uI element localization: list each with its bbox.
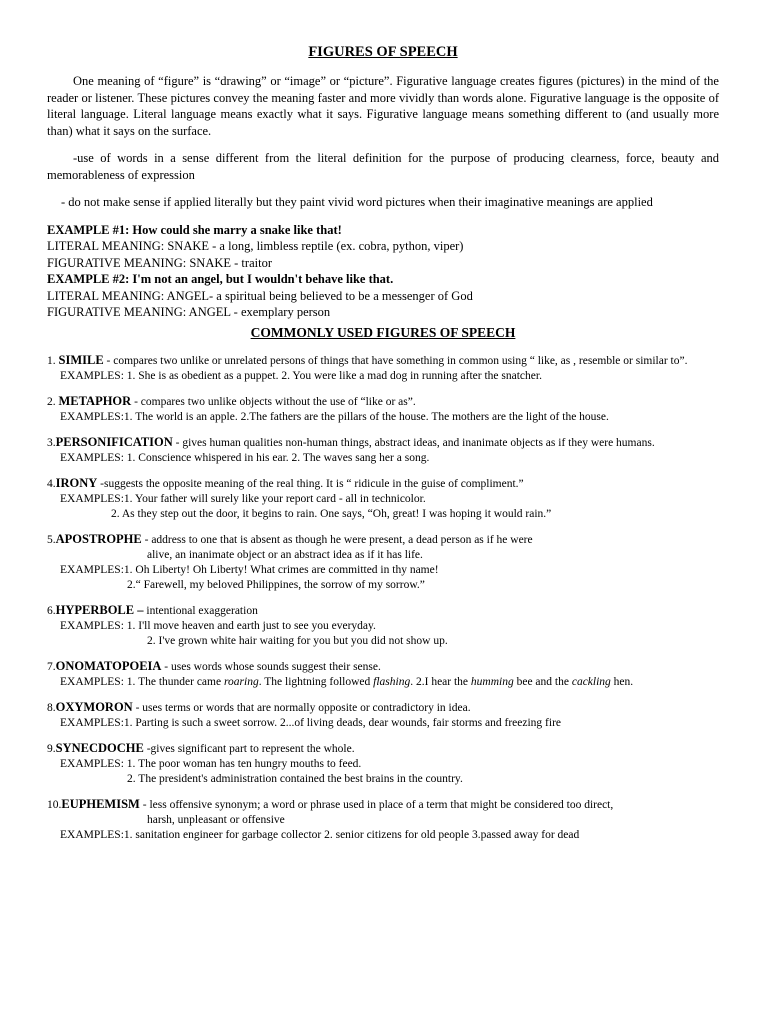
figure-apostrophe-example-1: EXAMPLES:1. Oh Liberty! Oh Liberty! What crimes are committed in thy name! <box>60 563 439 576</box>
figure-onomatopoeia-definition: 7.ONOMATOPOEIA - uses words whose sounds suggest their sense. <box>47 658 381 673</box>
example-2-literal: LITERAL MEANING: ANGEL- a spiritual being believed to be a messenger of God <box>47 288 473 303</box>
figure-onomatopoeia <box>47 659 719 690</box>
figure-personification-examples: EXAMPLES: 1. Conscience whispered in his ear. 2. The waves sang her a song. <box>60 451 430 464</box>
figure-hyperbole-definition: 6.HYPERBOLE – intentional exaggeration <box>47 602 258 617</box>
figure-simile-definition: 1. SIMILE - compares two unlike or unrelated persons of things that have something in common using “ like, as , resemble or similar to”. <box>47 352 688 367</box>
figure-apostrophe-definition: 5.APOSTROPHE - address to one that is absent as though he were present, a dead person as if he were <box>47 531 533 546</box>
figure-hyperbole <box>47 603 719 649</box>
figure-irony-example-1: EXAMPLES:1. Your father will surely like your report card - all in technicolor. <box>60 492 426 505</box>
figure-metaphor-examples: EXAMPLES:1. The world is an apple. 2.The fathers are the pillars of the house. The mothers are the light of the house. <box>60 410 609 423</box>
figure-euphemism-definition: 10.EUPHEMISM - less offensive synonym; a word or phrase used in place of a term that might be considered too direct, <box>47 796 614 811</box>
figure-synecdoche-example-1: EXAMPLES: 1. The poor woman has ten hungry mouths to feed. <box>60 757 362 770</box>
figure-synecdoche <box>47 741 719 787</box>
figure-euphemism <box>47 797 719 843</box>
figure-personification <box>47 435 719 466</box>
figure-oxymoron-definition: 8.OXYMORON - uses terms or words that are normally opposite or contradictory in idea. <box>47 699 471 714</box>
figure-apostrophe-example-2: 2.“ Farewell, my beloved Philippines, the sorrow of my sorrow.” <box>127 578 425 591</box>
figure-apostrophe-definition-cont: alive, an inanimate object or an abstract idea as if it has life. <box>147 548 423 561</box>
figure-irony-definition: 4.IRONY -suggests the opposite meaning of the real thing. It is “ ridicule in the guise of compliment.” <box>47 475 524 490</box>
example-2-figurative: FIGURATIVE MEANING: ANGEL - exemplary person <box>47 305 331 319</box>
figure-personification-definition: 3.PERSONIFICATION - gives human qualities non-human things, abstract ideas, and inanimate objects as if they were humans. <box>47 434 655 449</box>
figure-hyperbole-example-2: 2. I've grown white hair waiting for you but you did not show up. <box>147 634 448 647</box>
figure-oxymoron <box>47 700 719 731</box>
figure-irony-example-2: 2. As they step out the door, it begins to rain. One says, “Oh, great! I was hoping it would rain.” <box>111 507 552 520</box>
figure-metaphor <box>47 394 719 425</box>
figure-synecdoche-example-2: 2. The president's administration contained the best brains in the country. <box>127 772 463 785</box>
figure-apostrophe <box>47 532 719 593</box>
example-1-figurative: FIGURATIVE MEANING: SNAKE - traitor <box>47 255 272 270</box>
figure-metaphor-definition: 2. METAPHOR - compares two unlike objects without the use of “like or as”. <box>47 393 416 408</box>
page-title: FIGURES OF SPEECH <box>308 44 458 60</box>
intro-paragraph-1: One meaning of “figure” is “drawing” or “image” or “picture”. Figurative language creates figures (pictures) in the mind of the reader or listener. These pictures convey the meaning faster and more vividly than words alone. Figurative language is the opposite of literal language. Literal language means exactly what it says. Figurative language means something different to (and usually more than) what it says on the surface. <box>47 74 719 138</box>
example-2-heading: EXAMPLE #2: I'm not an angel, but I wouldn't behave like that. <box>47 272 394 286</box>
figure-simile <box>47 353 719 384</box>
document-page <box>47 40 719 853</box>
figure-euphemism-examples: EXAMPLES:1. sanitation engineer for garbage collector 2. senior citizens for old people 3.passed away for dead <box>60 828 580 841</box>
figure-simile-examples: EXAMPLES: 1. She is as obedient as a puppet. 2. You were like a mad dog in running after the snatcher. <box>60 369 542 382</box>
figure-synecdoche-definition: 9.SYNECDOCHE -gives significant part to represent the whole. <box>47 740 355 755</box>
section-subtitle: COMMONLY USED FIGURES OF SPEECH <box>250 324 516 340</box>
figure-onomatopoeia-examples: EXAMPLES: 1. The thunder came roaring. The lightning followed flashing. 2.I hear the humming bee and the cackling hen. <box>60 675 634 688</box>
figure-irony <box>47 476 719 522</box>
figure-euphemism-definition-cont: harsh, unpleasant or offensive <box>147 813 285 826</box>
figure-hyperbole-example-1: EXAMPLES: 1. I'll move heaven and earth just to see you everyday. <box>60 619 376 632</box>
example-1-heading: EXAMPLE #1: How could she marry a snake like that! <box>47 222 342 237</box>
intro-paragraph-3: - do not make sense if applied literally but they paint vivid word pictures when their imaginative meanings are applied <box>61 195 653 209</box>
example-1-literal: LITERAL MEANING: SNAKE - a long, limbless reptile (ex. cobra, python, viper) <box>47 239 464 253</box>
examples-block <box>47 222 719 321</box>
figure-oxymoron-examples: EXAMPLES:1. Parting is such a sweet sorrow. 2...of living deads, dear wounds, fair storms and freezing fire <box>60 716 561 729</box>
intro-paragraph-2: -use of words in a sense different from the literal definition for the purpose of producing clearness, force, beauty and memorableness of expression <box>47 151 719 182</box>
